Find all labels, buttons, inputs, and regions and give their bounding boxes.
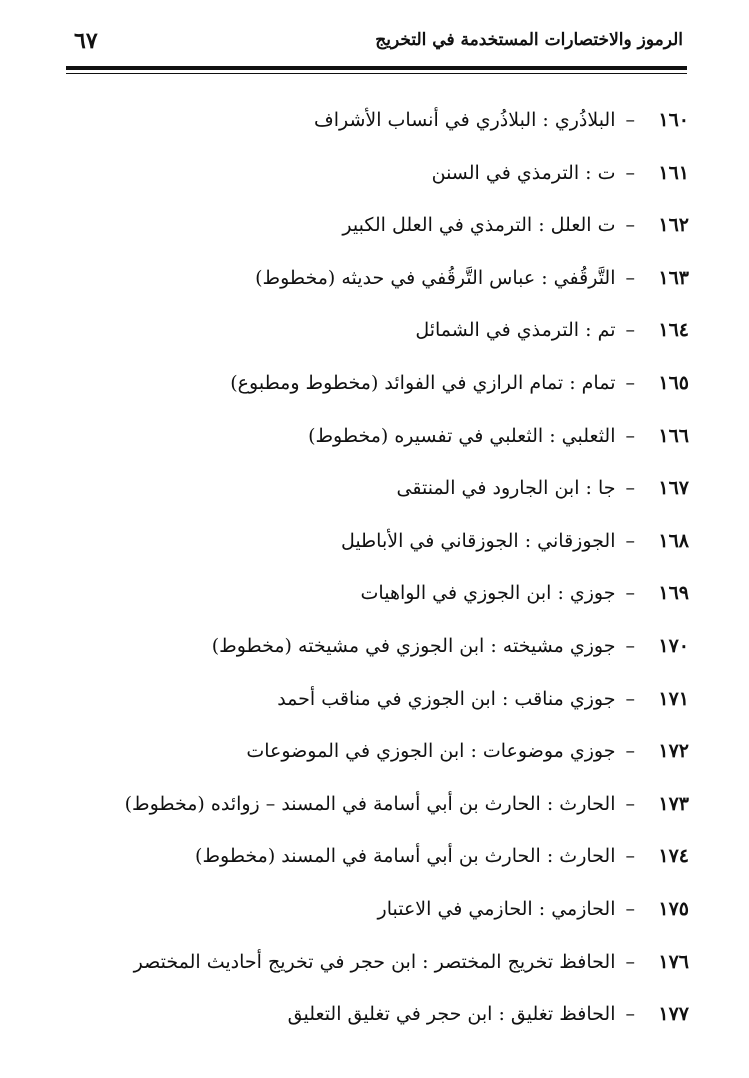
page-number: ٦٧ xyxy=(74,28,98,54)
entry-number: ١٧٤ xyxy=(658,845,689,868)
entry-separator: – xyxy=(625,740,635,763)
entry-text: الحافظ تغليق : ابن حجر في تغليق التعليق xyxy=(287,1003,616,1026)
list-item xyxy=(89,883,689,936)
entry-number: ١٧٧ xyxy=(658,1003,689,1026)
entry-separator: – xyxy=(625,792,635,815)
list-item xyxy=(89,147,689,200)
entry-separator: – xyxy=(625,477,635,500)
entry-text: البلاذُري : البلاذُري في أنساب الأشراف xyxy=(314,109,616,131)
entry-separator: – xyxy=(625,319,635,342)
entry-text: تمام : تمام الرازي في الفوائد (مخطوط ومطبوع) xyxy=(230,371,616,394)
entry-number: ١٦٦ xyxy=(658,424,689,447)
entry-text: الجوزقاني : الجوزقاني في الأباطيل xyxy=(340,529,616,552)
entry-text: ت العلل : الترمذي في العلل الكبير xyxy=(342,214,616,237)
list-item xyxy=(89,462,689,515)
running-title: الرموز والاختصارات المستخدمة في التخريج xyxy=(375,30,683,50)
page-header xyxy=(68,26,685,60)
entry-text: الحارث : الحارث بن أبي أسامة في المسند – زوائده (مخطوط) xyxy=(124,792,616,815)
list-item xyxy=(89,252,689,305)
entry-number: ١٦٢ xyxy=(658,214,689,237)
list-item xyxy=(89,830,689,883)
entry-text: الحافظ تخريج المختصر : ابن حجر في تخريج أحاديث المختصر xyxy=(133,950,616,973)
entry-text: الحازمي : الحازمي في الاعتبار xyxy=(377,897,616,920)
list-item xyxy=(89,620,689,673)
entry-number: ١٧٢ xyxy=(658,740,689,763)
list-item xyxy=(89,410,689,463)
entry-number: ١٧١ xyxy=(658,687,689,710)
entry-separator: – xyxy=(625,161,635,184)
entry-text: ت : الترمذي في السنن xyxy=(431,161,616,184)
entry-separator: – xyxy=(625,371,635,394)
entry-separator: – xyxy=(625,845,635,868)
entry-text: تم : الترمذي في الشمائل xyxy=(415,319,616,342)
entry-separator: – xyxy=(625,582,635,605)
entry-number: ١٧٦ xyxy=(658,950,689,973)
entry-number: ١٦١ xyxy=(658,161,689,184)
entry-number: ١٦٩ xyxy=(658,582,689,605)
entry-separator: – xyxy=(625,634,635,657)
entry-separator: – xyxy=(625,687,635,710)
list-item xyxy=(89,567,689,620)
list-item xyxy=(89,673,689,726)
entry-text: جوزي موضوعات : ابن الجوزي في الموضوعات xyxy=(246,740,616,763)
list-item xyxy=(89,357,689,410)
entry-number: ١٦٧ xyxy=(658,477,689,500)
entry-number: ١٧٥ xyxy=(658,897,689,920)
entry-number: ١٧٣ xyxy=(658,792,689,815)
entry-separator: – xyxy=(625,214,635,237)
entry-text: التَّرقُفي : عباس التَّرقُفي في حديثه (مخطوط) xyxy=(255,266,616,289)
entry-number: ١٦٤ xyxy=(658,319,689,342)
entry-text: جوزي مشيخته : ابن الجوزي في مشيخته (مخطوط) xyxy=(211,634,616,657)
entry-number: ١٦٥ xyxy=(658,371,689,394)
entry-text: جوزي : ابن الجوزي في الواهيات xyxy=(360,582,616,605)
list-item xyxy=(89,515,689,568)
abbreviation-list xyxy=(89,94,689,1041)
list-item xyxy=(89,778,689,831)
entry-number: ١٧٠ xyxy=(658,634,689,657)
entry-text: الحارث : الحارث بن أبي أسامة في المسند (مخطوط) xyxy=(195,845,616,868)
entry-number: ١٦٠ xyxy=(658,109,689,131)
entry-separator: – xyxy=(625,109,635,131)
list-item xyxy=(89,936,689,989)
list-item xyxy=(89,304,689,357)
entry-number: ١٦٨ xyxy=(658,529,689,552)
entry-separator: – xyxy=(625,424,635,447)
list-item xyxy=(89,725,689,778)
entry-separator: – xyxy=(625,266,635,289)
header-rule-thin xyxy=(66,73,687,74)
entry-text: الثعلبي : الثعلبي في تفسيره (مخطوط) xyxy=(308,424,616,447)
entry-text: جا : ابن الجارود في المنتقى xyxy=(396,477,616,500)
list-item xyxy=(89,94,689,147)
list-item xyxy=(89,988,689,1041)
entry-number: ١٦٣ xyxy=(658,266,689,289)
entry-separator: – xyxy=(625,1003,635,1026)
entry-text: جوزي مناقب : ابن الجوزي في مناقب أحمد xyxy=(277,687,616,710)
entry-separator: – xyxy=(625,529,635,552)
header-rule-thick xyxy=(66,66,687,70)
list-item xyxy=(89,199,689,252)
entry-separator: – xyxy=(625,897,635,920)
entry-separator: – xyxy=(625,950,635,973)
